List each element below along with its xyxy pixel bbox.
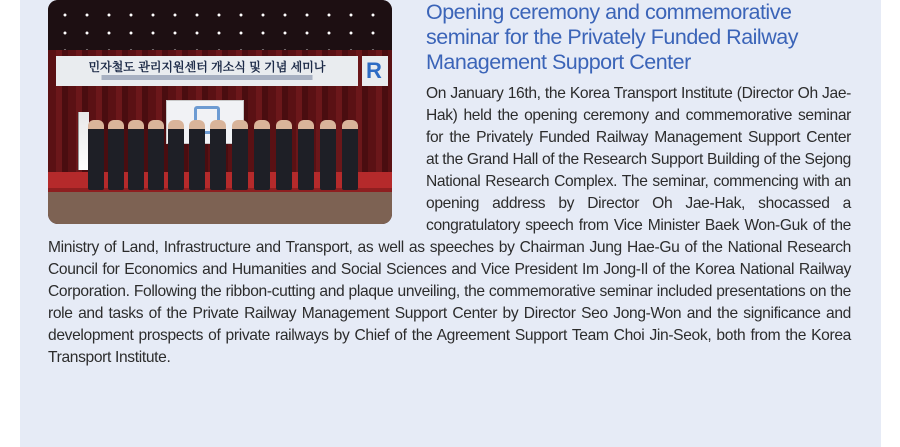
person	[108, 120, 124, 190]
person	[168, 120, 184, 190]
person	[210, 120, 226, 190]
news-article	[48, 0, 851, 369]
person	[298, 120, 314, 190]
article-title: Opening ceremony and commemorative seminar for the Privately Funded Railway Management Support Center	[426, 0, 798, 74]
stage-lights	[48, 0, 392, 54]
event-photo	[48, 0, 392, 224]
article-body: On January 16th, the Korea Transport Institute (Director Oh Jae-Hak) held the opening ceremony and commemorative seminar for the Privately Funded Railway Management Support Center at the Grand Hall of the Research Support Building of the Sejong National Research Complex. The seminar, commencing with an opening address by Director Oh Jae-Hak, shocassed a congratulatory speech from Vice Minister Baek Won-Guk of the Ministry of Land, Infrastructure and Transport, as well as speeches by Chairman Jung Hae-Gu of the National Research Council for Economics and Humanities and Social Sciences and Vice President Im Jong-Il of the Korea National Railway Corporation. Following the ribbon-cutting and plaque unveiling, the commemorative seminar included presentations on the role and tasks of the Private Railway Management Support Center by Director Seo Jong-Won and the significance and development prospects of private railways by Chief of the Agreement Support Team Choi Jin-Seok, both from the Korea Transport Institute.	[48, 85, 851, 366]
person	[88, 120, 104, 190]
banner-title: 민자철도 관리지원센터 개소식 및 기념 세미나	[88, 60, 326, 74]
person	[148, 120, 164, 190]
railway-logo: R	[366, 58, 382, 83]
person	[189, 120, 205, 190]
person	[254, 120, 270, 190]
person	[320, 120, 336, 190]
banner-subtitle-line	[56, 75, 358, 80]
event-banner	[56, 56, 358, 86]
person	[128, 120, 144, 190]
person	[232, 120, 248, 190]
person	[276, 120, 292, 190]
person	[342, 120, 358, 190]
